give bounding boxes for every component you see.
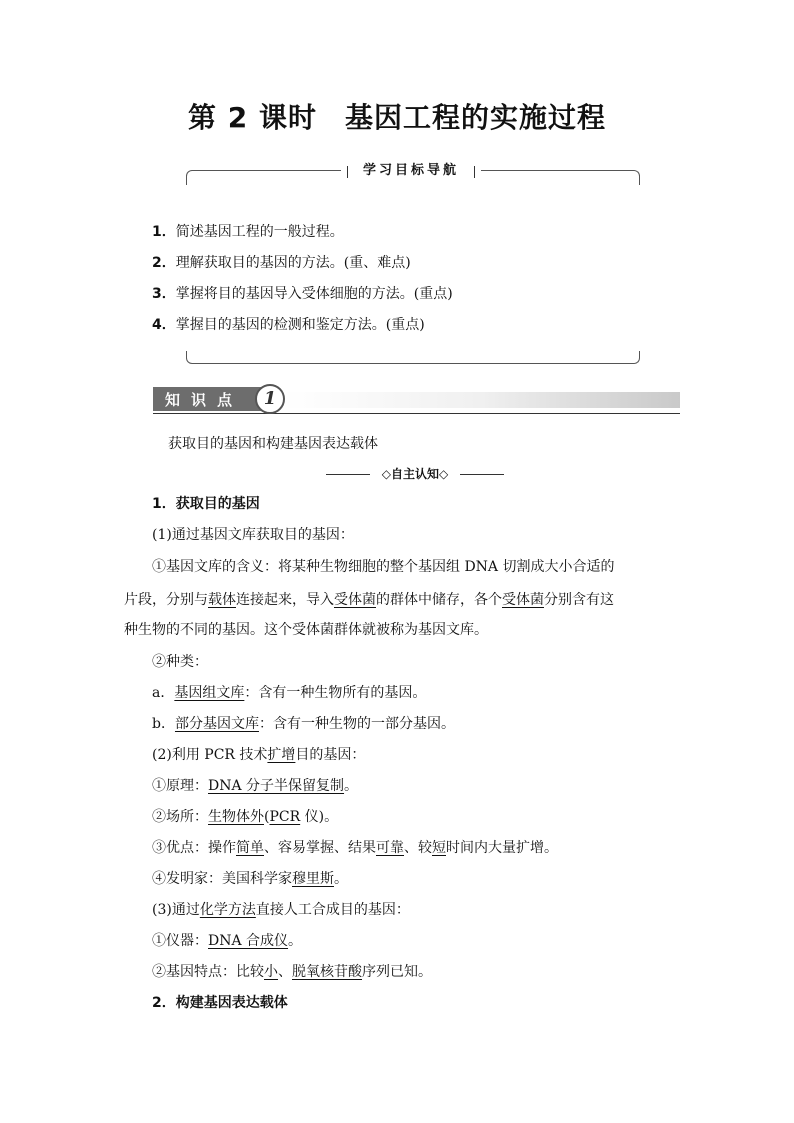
key-term: 受体菌 (334, 592, 376, 608)
paragraph: ②种类： (152, 654, 208, 670)
objective-item: 1．简述基因工程的一般过程。 (152, 224, 344, 240)
key-term: 载体 (208, 592, 236, 608)
key-term: 化学方法 (199, 902, 256, 918)
divider-line-right (460, 474, 504, 475)
paragraph: (2)利用 PCR 技术扩增目的基因： (152, 747, 366, 763)
objective-item: 3．掌握将目的基因导入受体细胞的方法。(重点) (152, 286, 453, 302)
objective-item: 4．掌握目的基因的检测和鉴定方法。(重点) (152, 317, 425, 333)
key-term: 扩增 (267, 747, 296, 763)
paragraph: (1)通过基因文库获取目的基因： (152, 527, 354, 543)
heading-2: 2．构建基因表达载体 (152, 995, 288, 1011)
paragraph: ①仪器：DNA 合成仪。 (152, 933, 303, 949)
paragraph: ③优点：操作简单、容易掌握、结果可靠、较短时间内大量扩增。 (152, 840, 558, 856)
paragraph: ①原理：DNA 分子半保留复制。 (152, 778, 359, 794)
paragraph: b．部分基因文库：含有一种生物的一部分基因。 (152, 716, 455, 732)
key-term: 生物体外 (208, 809, 264, 825)
self-study-divider (326, 465, 504, 483)
key-term: DNA 合成仪 (208, 933, 289, 949)
key-term: 部分基因文库 (174, 716, 259, 732)
key-term: 基因组文库 (174, 685, 245, 701)
banner-rule (153, 413, 680, 414)
key-term: 小 (264, 964, 278, 980)
knowledge-point-number: 1 (255, 384, 285, 414)
key-term: 可靠 (376, 840, 404, 856)
key-term: DNA 分子半保留复制 (208, 778, 345, 794)
page-title (0, 96, 794, 136)
key-term: 脱氧核苷酸 (292, 964, 362, 980)
key-term: 简单 (236, 840, 264, 856)
paragraph: a．基因组文库：含有一种生物所有的基因。 (152, 685, 427, 701)
key-term: 短 (432, 840, 446, 856)
key-term: PCR (269, 809, 301, 825)
objectives-list (152, 222, 453, 346)
objectives-label: 学习目标导航 (341, 162, 481, 180)
paragraph: ②场所：生物体外(PCR 仪)。 (152, 809, 339, 825)
heading-1: 1．获取目的基因 (152, 496, 260, 512)
lesson-number: 第 2 课时 (188, 101, 317, 134)
paragraph: 片段，分别与载体连接起来，导入受体菌的群体中储存，各个受体菌分别含有这 (124, 592, 614, 608)
self-study-label: ◇自主认知◇ (381, 467, 449, 481)
key-term: 受体菌 (502, 592, 544, 608)
objective-item: 2．理解获取目的基因的方法。(重、难点) (152, 255, 411, 271)
paragraph: ①基因文库的含义：将某种生物细胞的整个基因组 DNA 切割成大小合适的 (152, 559, 615, 575)
paragraph: (3)通过化学方法直接人工合成目的基因： (152, 902, 410, 918)
key-term: 穆里斯 (292, 871, 334, 887)
section-title: 获取目的基因和构建基因表达载体 (168, 436, 378, 452)
lesson-topic: 基因工程的实施过程 (344, 101, 606, 134)
objectives-bottom-border (186, 351, 640, 364)
knowledge-point-banner (153, 384, 680, 416)
paragraph: ④发明家：美国科学家穆里斯。 (152, 871, 348, 887)
divider-line-left (326, 474, 370, 475)
banner-gradient-bar (283, 392, 680, 408)
paragraph: ②基因特点：比较小、脱氧核苷酸序列已知。 (152, 964, 432, 980)
paragraph: 种生物的不同的基因。这个受体菌群体就被称为基因文库。 (124, 622, 488, 638)
knowledge-point-label: 知识点 (165, 391, 244, 409)
